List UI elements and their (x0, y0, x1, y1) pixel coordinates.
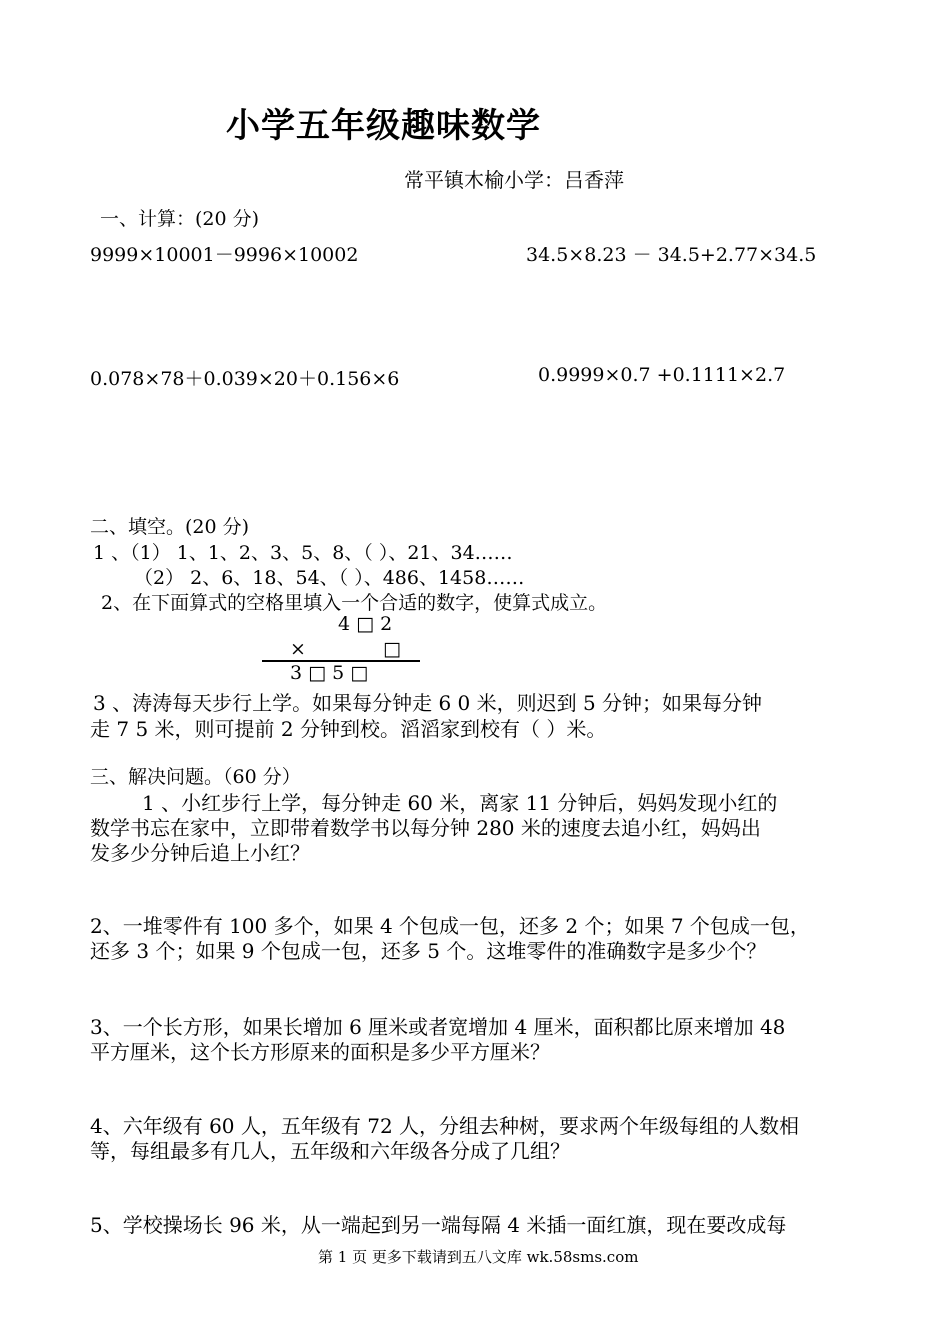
problem-2-line1: 2、一堆零件有 100 多个，如果 4 个包成一包，还多 2 个；如果 7 个包成一包， (90, 914, 810, 938)
problem-1-line1: 1 、小红步行上学，每分钟走 60 米，离家 11 分钟后，妈妈发现小红的 (142, 791, 778, 815)
fill-q3-line2: 走 7 5 米，则可提前 2 分钟到校。滔滔家到校有（ ）米。 (90, 717, 607, 741)
page-title: 小学五年级趣味数学 (226, 106, 541, 146)
problem-4-line2: 等，每组最多有几人，五年级和六年级各分成了几组？ (90, 1139, 570, 1163)
problem-3-line1: 3、一个长方形，如果长增加 6 厘米或者宽增加 4 厘米，面积都比原来增加 48 (90, 1015, 786, 1039)
section1-heading: 一、计算：(20 分) (100, 208, 260, 230)
vertical-multiply-sign: × (290, 638, 306, 660)
author-line: 常平镇木榆小学：吕香萍 (404, 168, 624, 192)
vertical-row-1: 4 □ 2 (338, 613, 393, 635)
fill-q1-part1: 1 、（1） 1、1、2、3、5、8、（ ）、21、34…… (93, 542, 513, 564)
section3-heading: 三、解决问题。（60 分） (90, 766, 301, 788)
problem-1-line2: 数学书忘在家中，立即带着数学书以每分钟 280 米的速度去追小红，妈妈出 (90, 816, 761, 840)
problem-3-line2: 平方厘米，这个长方形原来的面积是多少平方厘米？ (90, 1040, 550, 1064)
section2-heading: 二、填空。(20 分) (90, 516, 250, 538)
problem-5-line1: 5、学校操场长 96 米，从一端起到另一端每隔 4 米插一面红旗，现在要改成每 (90, 1213, 787, 1237)
fill-q1-part2: （2） 2、6、18、54、（ ）、486、1458…… (134, 567, 525, 589)
vertical-row-2-box: □ (383, 638, 401, 660)
problem-2-line2: 还多 3 个；如果 9 个包成一包，还多 5 个。这堆零件的准确数字是多少个？ (90, 939, 767, 963)
vertical-row-3: 3 □ 5 □ (290, 662, 369, 684)
calc-problem-1: 9999×10001－9996×10002 (90, 244, 359, 266)
problem-1-line3: 发多少分钟后追上小红？ (90, 841, 310, 865)
problem-4-line1: 4、六年级有 60 人，五年级有 72 人，分组去种树，要求两个年级每组的人数相 (90, 1114, 800, 1138)
fill-q3-line1: 3 、涛涛每天步行上学。如果每分钟走 6 0 米，则迟到 5 分钟；如果每分钟 (93, 691, 763, 715)
page-footer: 第 1 页 更多下载请到五八文库 wk.58sms.com (318, 1248, 639, 1266)
fill-q2: 2、在下面算式的空格里填入一个合适的数字，使算式成立。 (101, 592, 608, 614)
calc-problem-2: 34.5×8.23 － 34.5+2.77×34.5 (526, 244, 817, 266)
calc-problem-4: 0.9999×0.7 +0.1111×2.7 (538, 364, 786, 386)
calc-problem-3: 0.078×78＋0.039×20＋0.156×6 (90, 368, 400, 390)
